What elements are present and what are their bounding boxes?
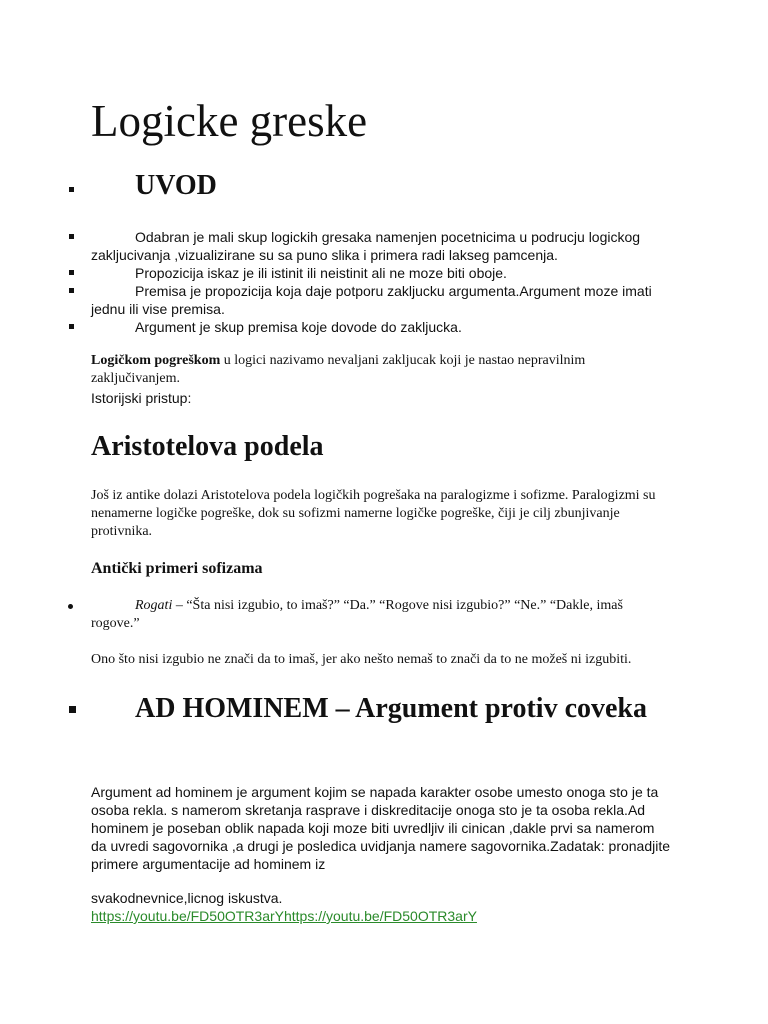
- intro-item: Argument je skup premisa koje dovode do zakljucka.: [135, 319, 462, 335]
- square-bullet-icon: [69, 234, 74, 239]
- square-bullet-icon: [69, 324, 74, 329]
- intro-item: Odabran je mali skup logickih gresaka namenjen pocetnicima u podrucju logickog zakljucivanja ,vizualizirane su sa puno slika i primera radi lakseg pamcenja.: [91, 229, 641, 263]
- square-bullet-icon: [69, 187, 74, 192]
- aristotle-heading: Aristotelova podela: [91, 431, 324, 462]
- uvod-heading: UVOD: [135, 170, 217, 201]
- square-bullet-icon: [69, 706, 76, 713]
- ad-hominem-paragraph: Argument ad hominem je argument kojim se napada karakter osobe umesto onoga sto je ta osoba rekla. s namerom skretanja rasprave i diskreditacije onoga sto je ta osoba rekla.Ad hominem je poseban oblik napada koji moze biti uvredljiv ili cinican ,dakle prvi sa namerom da uvredi sagovornika ,a drugi je posledica uvidjanja namere sagovornika.Zadatak: pronadjite primere argumentacije ad hominem iz: [91, 784, 671, 872]
- rogati-label: Rogati: [135, 598, 173, 613]
- ad-hominem-heading: AD HOMINEM – Argument protiv coveka: [135, 693, 647, 724]
- youtube-link[interactable]: https://youtu.be/FD50OTR3arYhttps://youtu.be/FD50OTR3arY: [91, 908, 477, 924]
- definition-text: u logici nazivamo nevaljani zakljucak koji je nastao nepravilnim zaključivanjem.: [91, 353, 586, 386]
- square-bullet-icon: [69, 270, 74, 275]
- definition-paragraph: [91, 352, 651, 388]
- square-bullet-icon: [69, 288, 74, 293]
- round-bullet-icon: [68, 604, 73, 609]
- historical-label: Istorijski pristup:: [91, 390, 192, 406]
- ancient-examples-heading: Antički primeri sofizama: [91, 560, 263, 577]
- rogati-text: – “Šta nisi izgubio, to imaš?” “Da.” “Rogove nisi izgubio?” “Ne.” “Dakle, imaš rogove.”: [91, 598, 623, 631]
- page-title: Logicke greske: [91, 96, 368, 146]
- aristotle-paragraph: Još iz antike dolazi Aristotelova podela logičkih pogrešaka na paralogizme i sofizme. Paralogizmi su nenamerne logičke pogreške, dok su sofizmi namerne logičke pogreške, čiji je cilj zbunjivanje protivnika.: [91, 488, 656, 539]
- intro-item: Premisa je propozicija koja daje potporu zakljucku argumenta.Argument moze imati jednu ili vise premisa.: [91, 283, 652, 317]
- definition-term: Logičkom pogreškom: [91, 353, 221, 368]
- intro-item: Propozicija iskaz je ili istinit ili neistinit ali ne moze biti oboje.: [135, 265, 507, 281]
- rogati-example: [91, 597, 671, 633]
- ad-hominem-paragraph-end: svakodnevnice,licnog iskustva.: [91, 890, 283, 906]
- rogati-explanation: Ono što nisi izgubio ne znači da to imaš, jer ako nešto nemaš to znači da to ne možeš ni izgubiti.: [91, 652, 632, 667]
